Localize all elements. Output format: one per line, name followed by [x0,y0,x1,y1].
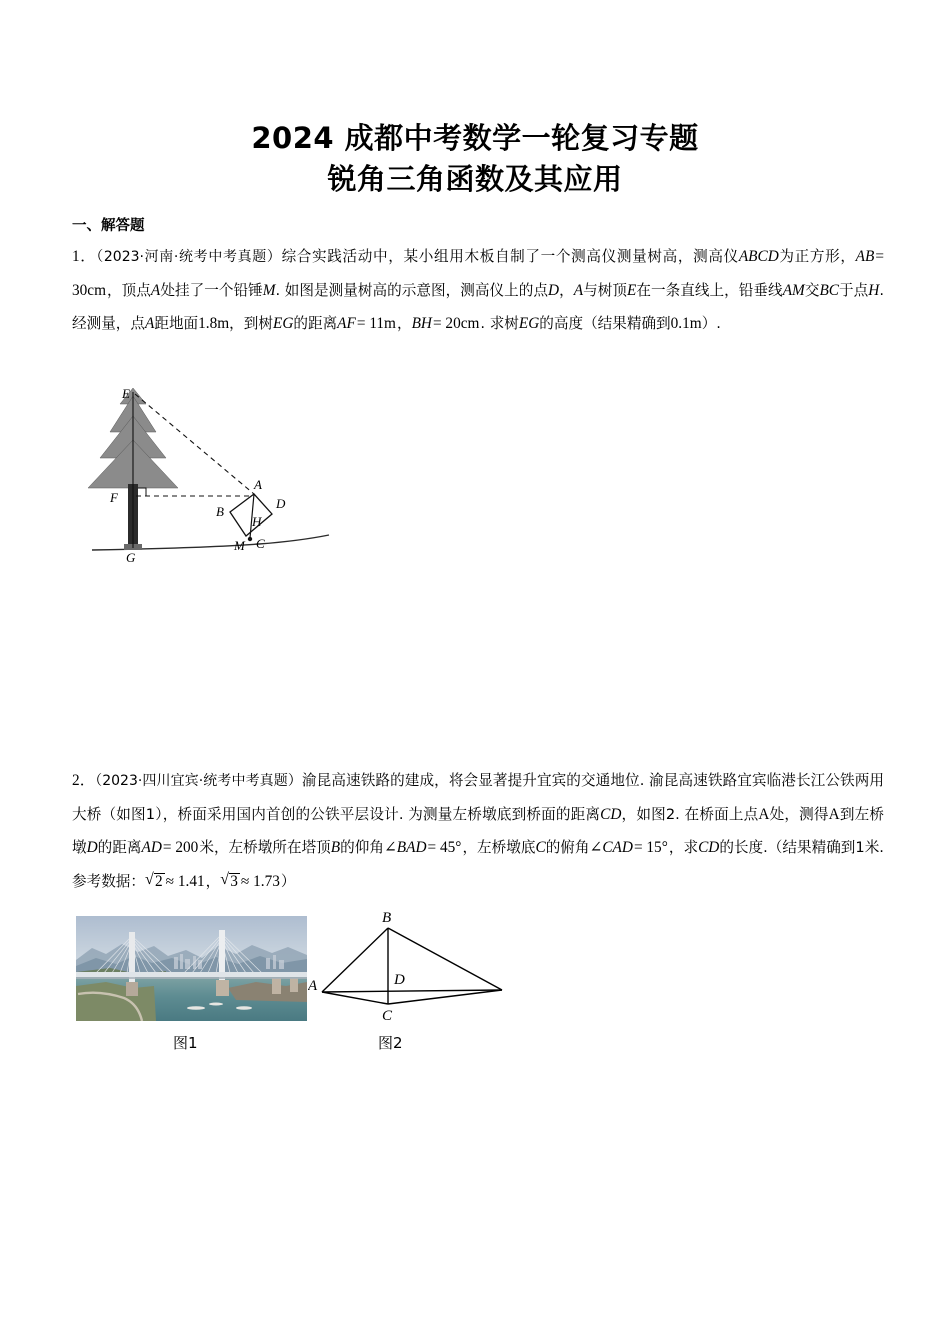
geometry-lines [322,928,502,1004]
question-2-geometry-diagram [308,910,528,1032]
geo-label-A: A [308,978,318,994]
label-A: A [254,477,262,492]
label-H: H [252,514,262,529]
label-D: D [276,496,286,511]
title-line-1: 2024 成都中考数学一轮复习专题 [251,121,699,155]
far-pier [272,978,281,994]
question-2-figures [76,910,526,1066]
label-C: C [256,536,265,551]
measuring-device-square [230,494,272,541]
left-pier [126,982,138,996]
question-1-source: （2023·河南·统考中考真题） [96,249,282,265]
figure-2-caption: 图2 [378,1034,403,1052]
right-pier [216,980,229,996]
bridge-deck-shadow [76,977,307,979]
section-heading: 一、解答题 [72,218,145,234]
sqrt-3: √ 3 [220,864,240,898]
tree-measurement-diagram [84,388,354,564]
question-2-text: 2．（2023·四川宜宾·统考中考真题）渝昆高速铁路的建成，将会显著提升宜宾的交通地位. 渝昆高速铁路宜宾临港长江公铁两用大桥（如图1），桥面采用国内首创的公铁平层设计. 为测量左桥墩底到桥面的距离CD，如图2. 在桥面上点A处，测得A到左桥墩D的距离AD= 200米，左桥墩所在塔顶B的仰角∠BAD= 45°，左桥墩底C的俯角∠CAD= 15°，求CD的长度.（结果精确到1米. 参考数据： √ 2 ≈ 1.41， √ 3 ≈ 1.73） [72,764,884,898]
left-bank [76,982,156,1021]
geo-label-D: D [394,972,405,988]
question-1-text: 1．（2023·河南·统考中考真题）综合实践活动中，某小组用木板自制了一个测高仪测量树高，测高仪ABCD为正方形，AB= 30cm，顶点A处挂了一个铅锤M. 如图是测量树高的示意图，测高仪上的点D，A与树顶E在一条直线上，铅垂线AM交BC于点H. 经测量，点A距地面1.8m，到树EG的距离AF= 11m，BH= 20cm. 求树EG的高度（结果精确到0.1m）. [72,248,884,332]
label-G: G [126,550,136,564]
question-2-source: （2023·四川宜宾·统考中考真题） [95,773,302,789]
right-angle-mark-f [138,488,146,496]
question-1-figure [84,388,354,564]
bridge-deck [76,972,307,977]
page-title [0,118,950,200]
question-1-number: 1 [72,248,80,265]
title-line-2: 锐角三角函数及其应用 [327,162,623,196]
label-E: E [122,388,130,401]
label-F: F [110,490,118,505]
label-B: B [216,504,224,519]
sqrt-2: √ 2 [145,864,165,898]
question-2-number: 2 [72,772,80,789]
geo-label-B: B [382,910,392,926]
label-M: M [234,538,245,553]
plumb-bob-m [248,537,252,541]
figure-1-caption: 图1 [173,1034,198,1052]
far-pier-2 [290,978,298,992]
bridge-photo [76,916,307,1021]
geo-label-C: C [382,1008,393,1024]
